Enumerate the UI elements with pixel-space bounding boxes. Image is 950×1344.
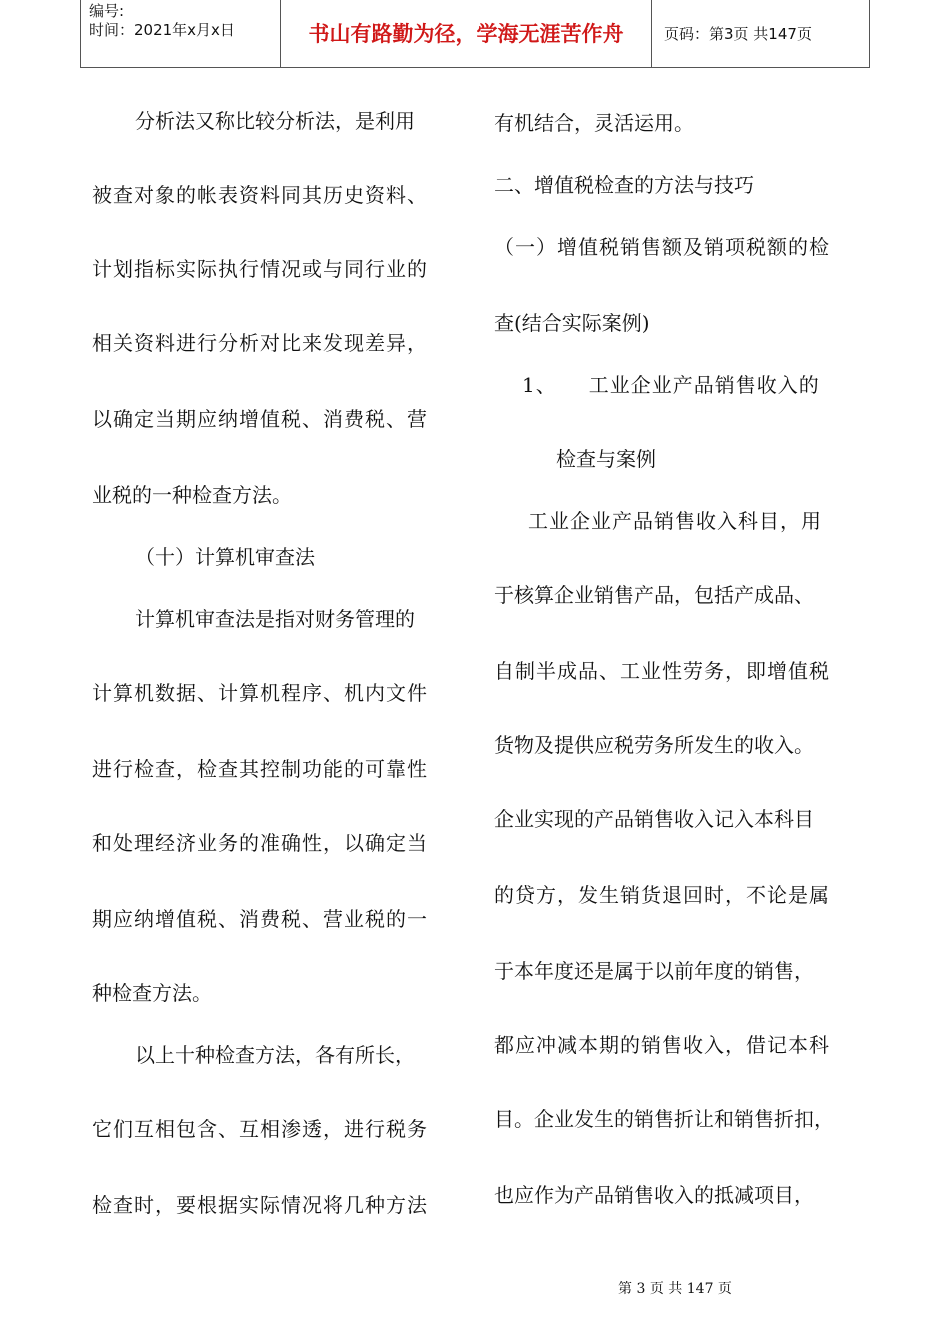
page-footer: 第 3 页 共 147 页 <box>618 1281 732 1297</box>
subsection-heading: （一）增值税销售额及销项税额的检 <box>494 235 830 259</box>
right-line: 都应冲减本期的销售收入，借记本科 <box>494 1033 830 1057</box>
subsection-heading-cont: 查(结合实际案例) <box>494 311 650 335</box>
right-line: 有机结合，灵活运用。 <box>494 111 694 135</box>
left-line: 进行检查，检查其控制功能的可靠性 <box>92 757 428 781</box>
left-line: 相关资料进行分析对比来发现差异， <box>92 331 428 355</box>
document-number-label: 编号: <box>89 2 125 20</box>
section-heading: 二、增值税检查的方法与技巧 <box>494 173 754 197</box>
header-meta <box>80 0 280 68</box>
right-line: 目。企业发生的销售折让和销售折扣， <box>494 1107 834 1131</box>
left-line: 被查对象的帐表资料同其历史资料、 <box>92 183 428 207</box>
right-line: 企业实现的产品销售收入记入本科目 <box>494 807 814 831</box>
left-line: 业税的一种检查方法。 <box>92 483 292 507</box>
right-line: 于本年度还是属于以前年度的销售， <box>494 959 814 983</box>
left-line: 和处理经济业务的准确性，以确定当 <box>92 831 428 855</box>
left-line: 计算机审查法是指对财务管理的 <box>135 607 415 631</box>
section-heading: （十）计算机审查法 <box>135 545 315 569</box>
left-line: 检查时，要根据实际情况将几种方法 <box>92 1193 428 1217</box>
right-line: 自制半成品、工业性劳务，即增值税 <box>494 659 830 683</box>
right-line: 的贷方，发生销货退回时，不论是属 <box>494 883 830 907</box>
right-line: 于核算企业销售产品，包括产成品、 <box>494 583 814 607</box>
right-line: 工业企业产品销售收入科目，用 <box>528 509 822 533</box>
left-line: 它们互相包含、互相渗透，进行税务 <box>92 1117 428 1141</box>
document-time-label: 时间：2021年x月x日 <box>89 21 235 39</box>
left-line: 分析法又称比较分析法，是利用 <box>135 109 415 133</box>
header-page-info: 页码：第3页 共147页 <box>652 0 870 68</box>
left-line: 期应纳增值税、消费税、营业税的一 <box>92 907 428 931</box>
item-heading-cont: 检查与案例 <box>556 447 656 471</box>
header-motto: 书山有路勤为径，学海无涯苦作舟 <box>280 0 652 68</box>
page-header <box>80 0 870 68</box>
right-line: 也应作为产品销售收入的抵减项目， <box>494 1183 814 1207</box>
left-line: 种检查方法。 <box>92 981 212 1005</box>
right-line: 货物及提供应税劳务所发生的收入。 <box>494 733 814 757</box>
left-line: 计算机数据、计算机程序、机内文件 <box>92 681 428 705</box>
left-line: 计划指标实际执行情况或与同行业的 <box>92 257 428 281</box>
left-line: 以确定当期应纳增值税、消费税、营 <box>92 407 428 431</box>
left-line: 以上十种检查方法，各有所长， <box>135 1043 415 1067</box>
item-heading: 1、 工业企业产品销售收入的 <box>522 373 820 397</box>
